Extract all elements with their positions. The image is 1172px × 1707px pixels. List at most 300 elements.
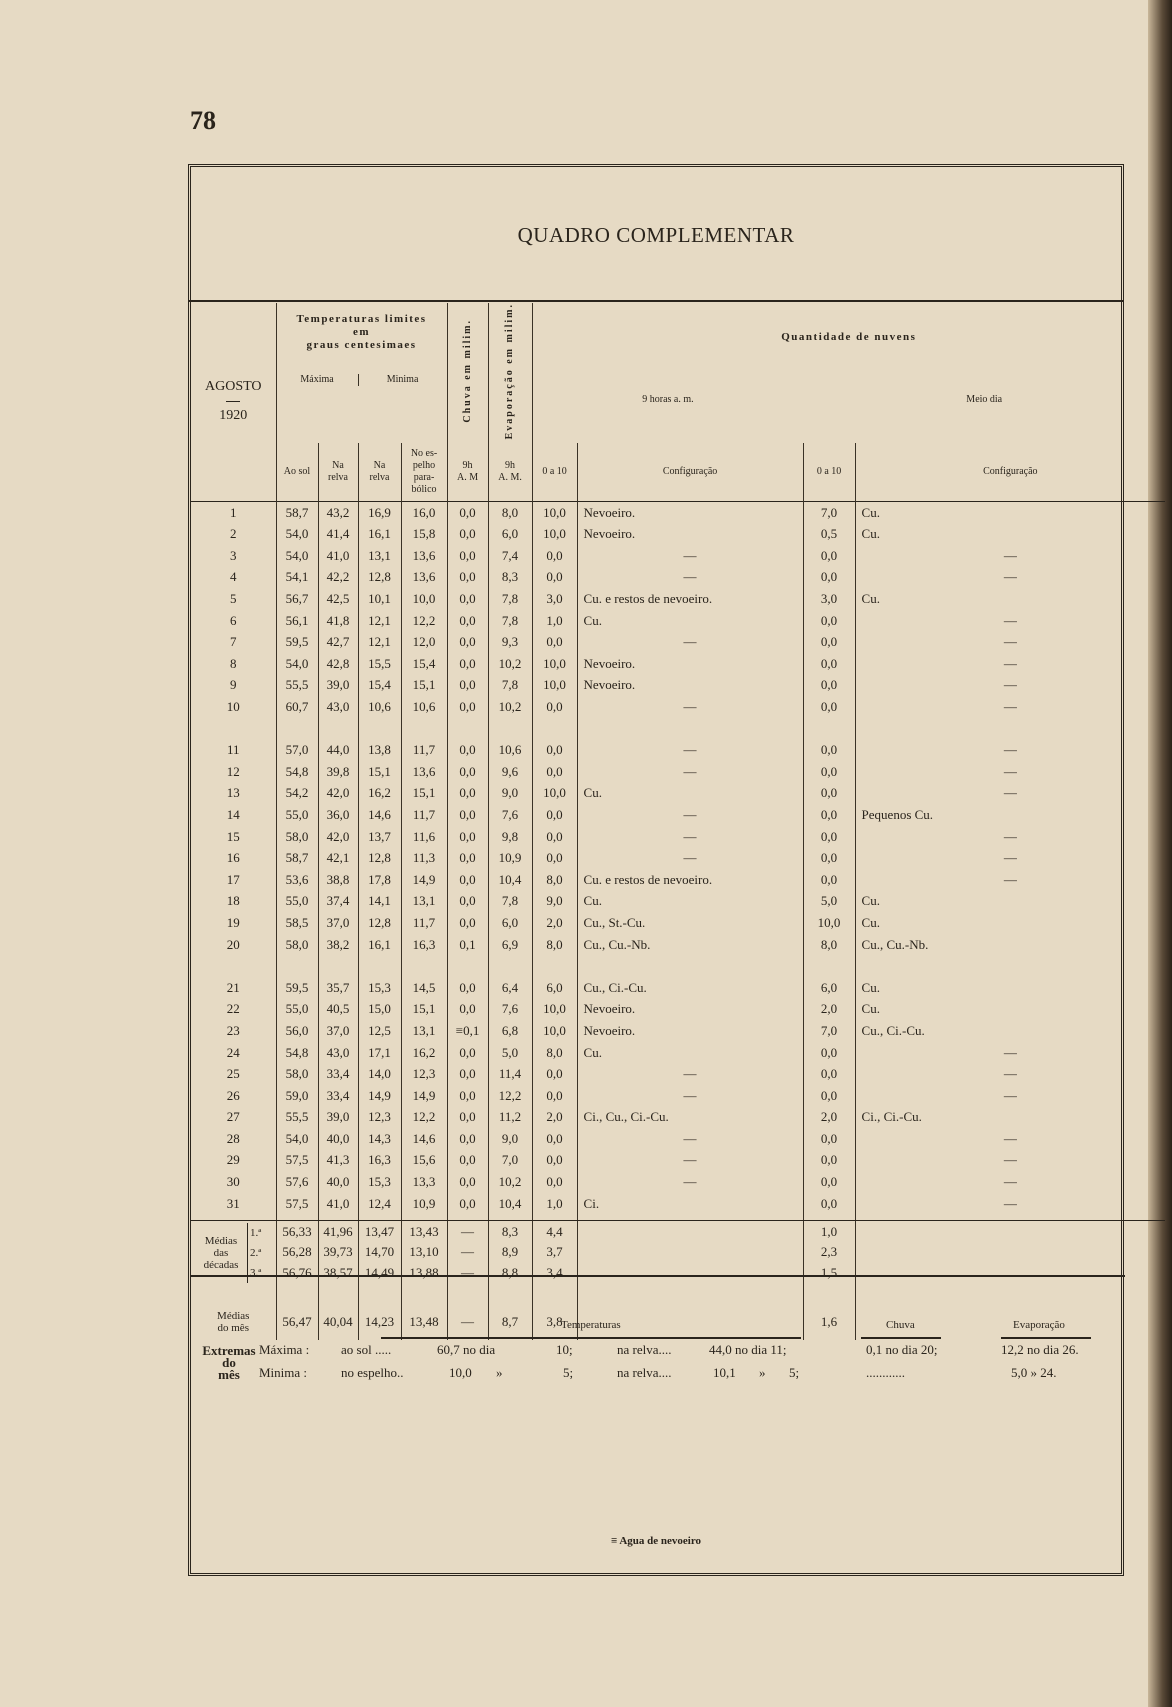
gap-cell (318, 955, 358, 977)
config-9am-cell: — (577, 1150, 803, 1172)
day-cell: 8 (230, 655, 237, 671)
config-9am-cell: — (577, 739, 803, 761)
clouds-9am-cell: 1,0 (532, 610, 577, 632)
clouds-noon-cell: 6,0 (803, 977, 855, 999)
clouds-9am-cell: 8,0 (532, 934, 577, 956)
min-relva-cell: 13,8 (358, 739, 401, 761)
max-sol-cell: 58,7 (276, 847, 318, 869)
evap-cell: 10,4 (488, 1193, 532, 1215)
avg-espelho-cell: 13,10 (401, 1242, 447, 1263)
max-relva-cell: 41,8 (318, 610, 358, 632)
gap-cell (191, 955, 276, 977)
rain-cell: 0,1 (447, 934, 488, 956)
max-relva-cell: 39,0 (318, 1107, 358, 1129)
day-cell: 13 (226, 785, 240, 801)
evap-cell: 9,3 (488, 631, 532, 653)
table-row (191, 567, 1165, 589)
day-cell: 15 (226, 828, 240, 844)
evap-cell: 8,3 (488, 567, 532, 589)
extreme-max-a-val: 60,7 no dia (437, 1342, 496, 1357)
relva-max-header: Na relva (318, 443, 358, 501)
day-cell: 1 (230, 504, 237, 520)
config-9am-cell: Cu. (577, 783, 803, 805)
clouds-noon-cell: 3,0 (803, 588, 855, 610)
rain-cell: 0,0 (447, 912, 488, 934)
extreme-max-a: ao sol ..... (341, 1342, 392, 1357)
config-9am-cell: Nevoeiro. (577, 501, 803, 523)
config-noon-cell: — (855, 653, 1165, 675)
espelho-cell: 15,1 (401, 999, 447, 1021)
rain-cell: 0,0 (447, 999, 488, 1021)
espelho-cell: 10,9 (401, 1193, 447, 1215)
espelho-cell: 11,6 (401, 826, 447, 848)
config-noon-cell: Cu. (855, 588, 1165, 610)
max-sol-cell: 56,0 (276, 1020, 318, 1042)
extreme-min-a-val: 10,0 (449, 1365, 472, 1380)
config-noon-cell: — (855, 1128, 1165, 1150)
day-cell: 17 (226, 871, 240, 887)
max-relva-cell: 38,8 (318, 869, 358, 891)
max-relva-cell: 42,0 (318, 783, 358, 805)
config-noon-cell: — (855, 631, 1165, 653)
evap-cell: 7,8 (488, 675, 532, 697)
max-sol-cell: 55,5 (276, 1107, 318, 1129)
rain-cell: ≡0,1 (447, 1020, 488, 1042)
config-noon-cell: Cu. (855, 999, 1165, 1021)
temp-group-header: Temperaturas limites em graus centesimaes Máxima Minima (276, 303, 447, 443)
month-header: AGOSTO 1920 (204, 379, 262, 424)
clouds-noon-cell: 0,0 (803, 739, 855, 761)
day-cell: 11 (226, 742, 240, 758)
rain-cell: 0,0 (447, 1042, 488, 1064)
min-relva-cell: 10,1 (358, 588, 401, 610)
rain-cell: 0,0 (447, 1128, 488, 1150)
clouds-9am-cell: 0,0 (532, 631, 577, 653)
extreme-min-a: no espelho.. (341, 1365, 404, 1380)
max-relva-cell: 44,0 (318, 739, 358, 761)
max-sol-cell: 58,0 (276, 1063, 318, 1085)
day-cell: 29 (226, 1152, 240, 1168)
month-clouds-noon-cell: 1,6 (803, 1304, 855, 1340)
evap-cell: 7,4 (488, 545, 532, 567)
espelho-cell: 13,6 (401, 761, 447, 783)
clouds-9am-cell: 10,0 (532, 999, 577, 1021)
espelho-cell: 16,2 (401, 1042, 447, 1064)
evap-cell: 10,2 (488, 1171, 532, 1193)
max-sol-cell: 54,1 (276, 567, 318, 589)
config-noon-cell: — (855, 826, 1165, 848)
day-cell: 26 (226, 1087, 240, 1103)
table-row (191, 1042, 1165, 1064)
max-relva-cell: 42,8 (318, 653, 358, 675)
extremes-section (191, 1275, 1125, 1467)
avg-relva-max-cell: 39,73 (318, 1242, 358, 1263)
rain-cell: 0,0 (447, 610, 488, 632)
espelho-cell: 12,0 (401, 631, 447, 653)
max-relva-cell: 37,4 (318, 891, 358, 913)
config-9am-cell: — (577, 1085, 803, 1107)
config-noon-cell: — (855, 1171, 1165, 1193)
config-9am-cell: — (577, 631, 803, 653)
evap-cell: 7,0 (488, 1150, 532, 1172)
min-relva-cell: 12,1 (358, 610, 401, 632)
clouds-noon-cell: 0,5 (803, 523, 855, 545)
extreme-min-label: Minima : (259, 1365, 308, 1380)
espelho-cell: 14,5 (401, 977, 447, 999)
max-relva-cell: 35,7 (318, 977, 358, 999)
min-relva-cell: 13,7 (358, 826, 401, 848)
clouds-noon-cell: 0,0 (803, 1042, 855, 1064)
table-row (191, 804, 1165, 826)
avg-rain-cell: — (447, 1263, 488, 1284)
extreme-min-b-ditto: » (759, 1365, 766, 1380)
max-sol-cell: 58,7 (276, 501, 318, 523)
min-relva-cell: 17,8 (358, 869, 401, 891)
max-sol-cell: 54,8 (276, 761, 318, 783)
evap-cell: 10,2 (488, 696, 532, 718)
rain-cell: 0,0 (447, 675, 488, 697)
clouds-9am-cell: 0,0 (532, 739, 577, 761)
clouds-noon-cell: 7,0 (803, 501, 855, 523)
table-row (191, 501, 1165, 523)
gap-cell (803, 955, 855, 977)
max-sol-cell: 56,1 (276, 610, 318, 632)
max-sol-cell: 54,2 (276, 783, 318, 805)
extreme-min-b: na relva.... (617, 1365, 672, 1380)
avg-espelho-cell: 13,43 (401, 1221, 447, 1242)
day-cell: 6 (230, 612, 237, 628)
gap-cell (447, 718, 488, 740)
max-sol-cell: 59,5 (276, 977, 318, 999)
config-9am-header: Configuração (577, 443, 803, 501)
max-relva-cell: 42,1 (318, 847, 358, 869)
gap-cell (401, 718, 447, 740)
espelho-header: No es- pelho para- bólico (401, 443, 447, 501)
max-relva-cell: 37,0 (318, 1020, 358, 1042)
decade-row (191, 1221, 1165, 1242)
clouds-9am-cell: 0,0 (532, 761, 577, 783)
max-sol-cell: 58,0 (276, 826, 318, 848)
clouds-9am-cell: 3,0 (532, 588, 577, 610)
extreme-max-b-val: 44,0 no dia 11; (709, 1342, 787, 1357)
table-row (191, 1171, 1165, 1193)
table-row (191, 847, 1165, 869)
clouds-9am-cell: 10,0 (532, 675, 577, 697)
max-relva-cell: 41,4 (318, 523, 358, 545)
min-relva-cell: 12,8 (358, 847, 401, 869)
rain-cell: 0,0 (447, 891, 488, 913)
max-sol-cell: 57,0 (276, 739, 318, 761)
min-relva-cell: 12,8 (358, 567, 401, 589)
clouds-noon-cell: 0,0 (803, 696, 855, 718)
evap-cell: 9,0 (488, 783, 532, 805)
ao-sol-header: Ao sol (276, 443, 318, 501)
clouds-noon-cell: 0,0 (803, 804, 855, 826)
max-sol-cell: 57,5 (276, 1193, 318, 1215)
title-rule (189, 300, 1123, 302)
day-cell: 27 (226, 1109, 240, 1125)
evap-cell: 9,6 (488, 761, 532, 783)
espelho-cell: 15,6 (401, 1150, 447, 1172)
month-average-label: Médias do mês (217, 1309, 250, 1334)
evap-cell: 9,8 (488, 826, 532, 848)
clouds-9am-cell: 0,0 (532, 545, 577, 567)
max-sol-cell: 53,6 (276, 869, 318, 891)
avg-evap-cell: 8,8 (488, 1263, 532, 1284)
clouds-9am-cell: 0,0 (532, 826, 577, 848)
min-relva-cell: 12,3 (358, 1107, 401, 1129)
gap-cell (532, 718, 577, 740)
avg-sol-cell: 56,28 (276, 1242, 318, 1263)
max-relva-cell: 41,3 (318, 1150, 358, 1172)
clouds-9am-cell: 9,0 (532, 891, 577, 913)
table-row (191, 675, 1165, 697)
max-sol-cell: 58,0 (276, 934, 318, 956)
day-cell: 28 (226, 1130, 240, 1146)
config-9am-cell: Cu. (577, 610, 803, 632)
espelho-cell: 13,1 (401, 1020, 447, 1042)
espelho-cell: 12,2 (401, 1107, 447, 1129)
config-noon-cell: Cu. (855, 501, 1165, 523)
min-relva-cell: 16,1 (358, 523, 401, 545)
max-relva-cell: 42,5 (318, 588, 358, 610)
max-relva-cell: 43,0 (318, 696, 358, 718)
rain-cell: 0,0 (447, 567, 488, 589)
config-noon-cell: Cu., Cu.-Nb. (855, 934, 1165, 956)
rain-cell: 0,0 (447, 588, 488, 610)
min-relva-cell: 14,0 (358, 1063, 401, 1085)
avg-evap-cell: 8,9 (488, 1242, 532, 1263)
decade-row (191, 1242, 1165, 1263)
clouds-noon-cell: 0,0 (803, 653, 855, 675)
max-sol-cell: 55,0 (276, 891, 318, 913)
config-noon-cell: Pequenos Cu. (855, 804, 1165, 826)
config-9am-cell: — (577, 826, 803, 848)
extreme-max-label: Máxima : (259, 1342, 310, 1357)
evap-cell: 7,6 (488, 999, 532, 1021)
clouds-noon-cell: 0,0 (803, 1085, 855, 1107)
day-cell: 20 (226, 936, 240, 952)
config-9am-cell: — (577, 761, 803, 783)
clouds-noon-cell: 0,0 (803, 610, 855, 632)
gap-cell (577, 955, 803, 977)
config-noon-cell: — (855, 847, 1165, 869)
min-relva-cell: 12,8 (358, 912, 401, 934)
espelho-cell: 11,7 (401, 912, 447, 934)
min-relva-cell: 15,3 (358, 1171, 401, 1193)
config-9am-cell: Nevoeiro. (577, 675, 803, 697)
espelho-cell: 16,0 (401, 501, 447, 523)
min-relva-cell: 15,3 (358, 977, 401, 999)
espelho-cell: 15,1 (401, 783, 447, 805)
clouds-noon-cell: 0,0 (803, 1193, 855, 1215)
max-relva-cell: 40,0 (318, 1171, 358, 1193)
max-relva-cell: 37,0 (318, 912, 358, 934)
min-relva-cell: 14,3 (358, 1128, 401, 1150)
avg-rain-cell: — (447, 1221, 488, 1242)
nine-am-header: 9 horas a. m. (642, 394, 694, 405)
clouds-9am-cell: 10,0 (532, 783, 577, 805)
min-relva-cell: 12,4 (358, 1193, 401, 1215)
config-9am-cell: — (577, 1128, 803, 1150)
table-row (191, 631, 1165, 653)
config-9am-cell: Cu. e restos de nevoeiro. (577, 869, 803, 891)
max-relva-cell: 33,4 (318, 1085, 358, 1107)
noon-header: Meio dia (966, 394, 1003, 405)
table-row (191, 783, 1165, 805)
clouds-header: Quantidade de nuvens 9 horas a. m. Meio dia (532, 303, 1165, 443)
config-9am-cell: — (577, 696, 803, 718)
decade-gap (191, 718, 1165, 740)
config-9am-cell: — (577, 567, 803, 589)
clouds-9am-cell: 2,0 (532, 1107, 577, 1129)
evap-cell: 8,0 (488, 501, 532, 523)
clouds-9am-cell: 8,0 (532, 869, 577, 891)
clouds-9am-cell: 0,0 (532, 567, 577, 589)
gap-cell (532, 955, 577, 977)
rain-header: Chuva em milim. (447, 303, 488, 443)
maxima-header: Máxima (300, 374, 334, 385)
rain-cell: 0,0 (447, 869, 488, 891)
clouds-noon-cell: 0,0 (803, 783, 855, 805)
avg-clouds-9am-cell: 4,4 (532, 1221, 577, 1242)
espelho-cell: 14,9 (401, 869, 447, 891)
min-relva-cell: 13,1 (358, 545, 401, 567)
clouds-noon-cell: 0,0 (803, 1150, 855, 1172)
table-row (191, 739, 1165, 761)
clouds-9am-cell: 1,0 (532, 1193, 577, 1215)
espelho-cell: 13,6 (401, 567, 447, 589)
avg-rain-cell: — (447, 1242, 488, 1263)
rain-cell: 0,0 (447, 1150, 488, 1172)
min-relva-cell: 12,1 (358, 631, 401, 653)
avg-relva-max-cell: 41,96 (318, 1221, 358, 1242)
table-row (191, 588, 1165, 610)
minima-header: Minima (358, 374, 447, 386)
day-cell: 23 (226, 1022, 240, 1038)
rain-cell: 0,0 (447, 804, 488, 826)
evap-cell: 6,8 (488, 1020, 532, 1042)
table-row (191, 1107, 1165, 1129)
avg-relva-min-cell: 14,70 (358, 1242, 401, 1263)
espelho-cell: 15,8 (401, 523, 447, 545)
gap-cell (447, 955, 488, 977)
day-cell: 16 (226, 850, 240, 866)
espelho-cell: 12,2 (401, 610, 447, 632)
espelho-cell: 10,0 (401, 588, 447, 610)
avg-config-noon-cell (855, 1242, 1165, 1263)
avg-config-9am-cell (577, 1221, 803, 1242)
max-sol-cell: 57,6 (276, 1171, 318, 1193)
avg-clouds-9am-cell: 3,4 (532, 1263, 577, 1284)
decade-gap (191, 955, 1165, 977)
table-row (191, 934, 1165, 956)
config-noon-cell: — (855, 1085, 1165, 1107)
config-noon-cell: — (855, 610, 1165, 632)
day-cell: 18 (226, 893, 240, 909)
evap-cell: 7,8 (488, 891, 532, 913)
min-relva-cell: 16,2 (358, 783, 401, 805)
day-cell: 21 (226, 979, 240, 995)
table-row (191, 1128, 1165, 1150)
min-relva-cell: 10,6 (358, 696, 401, 718)
config-9am-cell: Nevoeiro. (577, 523, 803, 545)
max-sol-cell: 54,0 (276, 545, 318, 567)
clouds-9am-cell: 2,0 (532, 912, 577, 934)
max-relva-cell: 33,4 (318, 1063, 358, 1085)
evap-cell: 7,6 (488, 804, 532, 826)
table-row (191, 1085, 1165, 1107)
evap-cell: 9,0 (488, 1128, 532, 1150)
espelho-cell: 10,6 (401, 696, 447, 718)
evap-rule (1001, 1337, 1091, 1339)
max-sol-cell: 54,8 (276, 1042, 318, 1064)
min-relva-cell: 12,5 (358, 1020, 401, 1042)
table-title: QUADRO COMPLEMENTAR (517, 223, 795, 247)
chuva-min: ............ (866, 1365, 905, 1380)
table-row (191, 653, 1165, 675)
day-cell: 14 (226, 806, 240, 822)
table-row (191, 610, 1165, 632)
scale-noon-header: 0 a 10 (803, 443, 855, 501)
evap-cell: 10,9 (488, 847, 532, 869)
evap-cell: 11,4 (488, 1063, 532, 1085)
clouds-noon-cell: 0,0 (803, 1128, 855, 1150)
evap-cell: 10,2 (488, 653, 532, 675)
config-9am-cell: — (577, 1063, 803, 1085)
clouds-9am-cell: 0,0 (532, 696, 577, 718)
espelho-cell: 15,4 (401, 653, 447, 675)
day-cell: 12 (226, 763, 240, 779)
rain-cell: 0,0 (447, 739, 488, 761)
min-relva-cell: 15,0 (358, 999, 401, 1021)
clouds-noon-cell: 0,0 (803, 1063, 855, 1085)
max-relva-cell: 40,0 (318, 1128, 358, 1150)
config-9am-cell: Cu. (577, 891, 803, 913)
rain-cell: 0,0 (447, 761, 488, 783)
footnote: ≡ Agua de nevoeiro (610, 1535, 702, 1547)
config-noon-cell: — (855, 545, 1165, 567)
clouds-9am-cell: 0,0 (532, 1150, 577, 1172)
temperaturas-header: Temperaturas (561, 1319, 621, 1331)
min-relva-cell: 16,3 (358, 1150, 401, 1172)
clouds-noon-cell: 7,0 (803, 1020, 855, 1042)
extreme-min-a-ditto: » (496, 1365, 503, 1380)
day-cell: 10 (226, 699, 240, 715)
rain-cell: 0,0 (447, 826, 488, 848)
config-9am-cell: Cu. e restos de nevoeiro. (577, 588, 803, 610)
month-clouds-9am-cell: 3,8 (532, 1304, 577, 1340)
day-cell: 3 (230, 547, 237, 563)
max-relva-cell: 43,2 (318, 501, 358, 523)
chuva-max: 0,1 no dia 20; (866, 1342, 938, 1357)
clouds-noon-cell: 5,0 (803, 891, 855, 913)
rain-cell: 0,0 (447, 1063, 488, 1085)
config-noon-cell: Cu., Ci.-Cu. (855, 1020, 1165, 1042)
max-sol-cell: 55,0 (276, 804, 318, 826)
clouds-noon-cell: 0,0 (803, 1171, 855, 1193)
table-frame (188, 164, 1124, 1576)
gap-cell (276, 955, 318, 977)
avg-sol-cell: 56,33 (276, 1221, 318, 1242)
espelho-cell: 11,7 (401, 739, 447, 761)
config-noon-cell: — (855, 1042, 1165, 1064)
avg-config-noon-cell (855, 1221, 1165, 1242)
max-sol-cell: 54,0 (276, 523, 318, 545)
config-noon-cell: — (855, 761, 1165, 783)
clouds-9am-cell: 10,0 (532, 1020, 577, 1042)
evap-time-header: 9h A. M. (488, 443, 532, 501)
